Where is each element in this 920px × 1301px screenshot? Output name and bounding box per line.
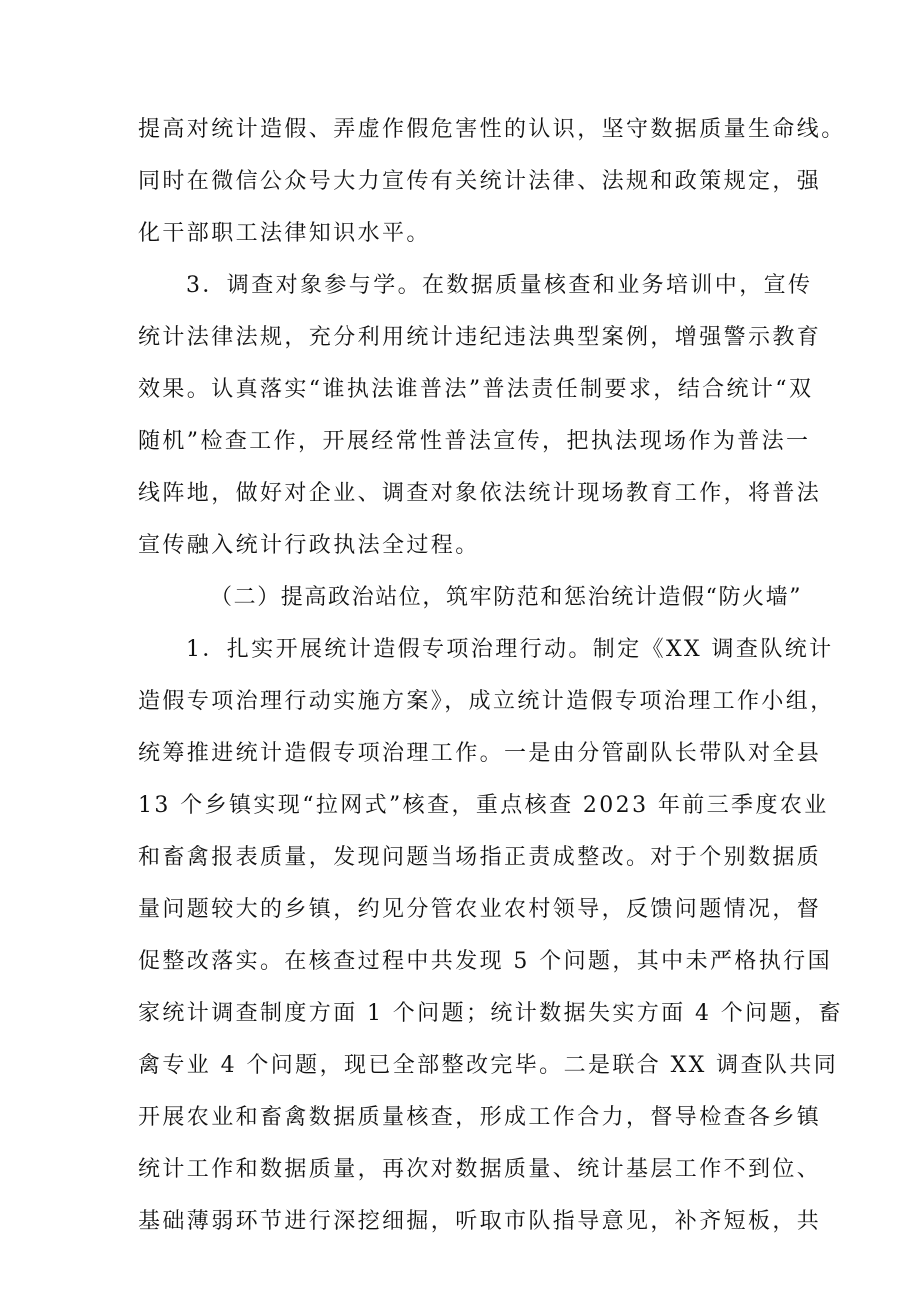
section-heading-2: （二）提高政治站位，筑牢防范和惩治统计造假“防火墙” [210, 585, 803, 610]
body-text-line: 随机”检查工作，开展经常性普法宣传，把执法现场作为普法一 [138, 429, 811, 454]
section-item-3-title: 3．调查对象参与学。在数据质量核查和业务培训中，宣传 [186, 273, 813, 298]
body-text-line: 和畜禽报表质量，发现问题当场指正责成整改。对于个别数据质 [138, 845, 822, 870]
body-text-line: 化干部职工法律知识水平。 [138, 221, 431, 246]
body-text-line: 线阵地，做好对企业、调查对象依法统计现场教育工作，将普法 [138, 481, 822, 506]
body-text-line: 禽专业 4 个问题，现已全部整改完毕。二是联合 XX 调查队共同 [138, 1053, 839, 1078]
body-text-line: 同时在微信公众号大力宣传有关统计法律、法规和政策规定，强 [138, 169, 822, 194]
body-text-line: 提高对统计造假、弄虚作假危害性的认识，坚守数据质量生命线。 [138, 117, 846, 142]
body-text-line: 统计法律法规，充分利用统计违纪违法典型案例，增强警示教育 [138, 325, 822, 350]
body-text-line: 13 个乡镇实现“拉网式”核查，重点核查 2023 年前三季度农业 [138, 793, 829, 818]
body-text-line: 基础薄弱环节进行深挖细掘，听取市队指导意见，补齐短板，共 [138, 1209, 822, 1234]
body-text-line: 宣传融入统计行政执法全过程。 [138, 533, 480, 558]
body-text-line: 统筹推进统计造假专项治理工作。一是由分管副队长带队对全县 [138, 741, 822, 766]
body-text-line: 促整改落实。在核查过程中共发现 5 个问题，其中未严格执行国 [138, 949, 832, 974]
body-text-line: 家统计调查制度方面 1 个问题；统计数据失实方面 4 个问题，畜 [138, 1001, 843, 1026]
body-text-line: 开展农业和畜禽数据质量核查，形成工作合力，督导检查各乡镇 [138, 1105, 822, 1130]
body-text-line: 量问题较大的乡镇，约见分管农业农村领导，反馈问题情况，督 [138, 897, 822, 922]
body-text-line: 统计工作和数据质量，再次对数据质量、统计基层工作不到位、 [138, 1157, 822, 1182]
body-text-line: 效果。认真落实“谁执法谁普法”普法责任制要求，结合统计“双 [138, 377, 814, 402]
body-text-line: 造假专项治理行动实施方案》，成立统计造假专项治理工作小组， [138, 689, 835, 714]
section-item-1-title: 1．扎实开展统计造假专项治理行动。制定《XX 调查队统计 [186, 637, 834, 662]
